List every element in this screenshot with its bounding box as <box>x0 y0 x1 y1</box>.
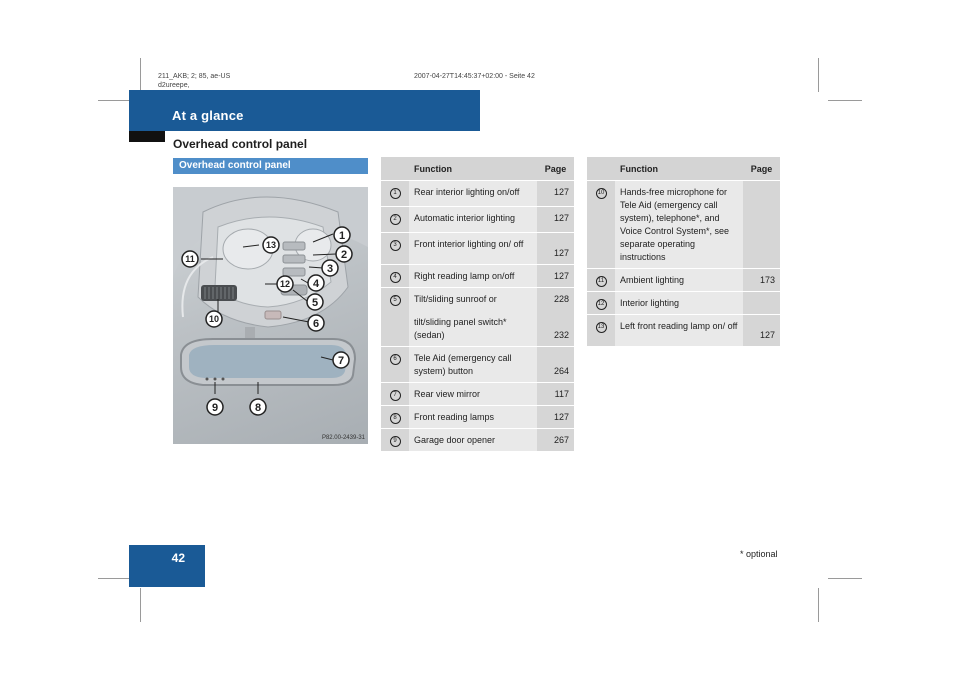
item-number: 2 <box>390 214 401 225</box>
callout-6 <box>308 315 324 331</box>
figure-title: Overhead control panel <box>179 160 291 171</box>
item-number: 7 <box>390 390 401 401</box>
table-header-function: Function <box>409 157 537 180</box>
table-row <box>381 181 574 206</box>
callout-11-label: 11 <box>185 254 195 264</box>
item-number: 4 <box>390 272 401 283</box>
page-cell <box>743 181 780 268</box>
table-header-page: Page <box>743 157 780 180</box>
callout-7 <box>333 352 349 368</box>
function-cell: Right reading lamp on/off <box>409 265 537 287</box>
crop-mark <box>818 58 819 92</box>
table-header-row <box>587 157 780 180</box>
item-number: 12 <box>596 299 607 310</box>
table-row <box>381 383 574 405</box>
crop-mark <box>828 100 862 101</box>
page-number: 42 <box>171 551 185 565</box>
crop-mark <box>818 588 819 622</box>
callout-1-label: 1 <box>338 230 346 242</box>
table-row <box>381 207 574 232</box>
page-cell <box>537 288 574 346</box>
function-table-left <box>381 157 574 451</box>
callout-1 <box>334 227 350 243</box>
header-corner-block <box>129 131 165 142</box>
page-cell: 127 <box>537 181 574 206</box>
section-title: At a glance <box>172 108 244 123</box>
print-meta-line: 211_AKB; 2; 85, ae-US <box>158 73 231 80</box>
callout-12 <box>277 276 293 292</box>
function-cell: Tele Aid (emergency call system) button <box>409 347 537 382</box>
page-cell: 127 <box>537 265 574 287</box>
table-header-row <box>381 157 574 180</box>
page-cell: 117 <box>537 383 574 405</box>
table-row <box>381 429 574 451</box>
page-cell: 173 <box>743 269 780 291</box>
item-number: 9 <box>390 436 401 447</box>
callout-13-label: 13 <box>265 240 277 250</box>
page-cell: 267 <box>537 429 574 451</box>
table-row <box>587 315 780 346</box>
function-cell: Ambient lighting <box>615 269 743 291</box>
callout-9 <box>207 399 223 415</box>
callout-2 <box>336 246 352 262</box>
section-header-band <box>129 90 480 131</box>
item-number: 1 <box>390 188 401 199</box>
callout-5-label: 5 <box>311 297 319 309</box>
table-header-function: Function <box>615 157 743 180</box>
table-header-page: Page <box>537 157 574 180</box>
print-meta-right: 2007-04-27T14:45:37+02:00 - Seite 42 <box>414 73 535 80</box>
function-cell <box>409 288 537 346</box>
callout-7-label: 7 <box>337 355 345 367</box>
callout-3 <box>322 260 338 276</box>
page-cell: 127 <box>537 406 574 428</box>
callout-8-label: 8 <box>254 402 262 414</box>
function-text: Tilt/sliding sunroof or <box>414 294 497 304</box>
table-row <box>381 265 574 287</box>
overhead-panel-illustration <box>173 187 368 444</box>
callout-8 <box>250 399 266 415</box>
table-header-num <box>587 157 615 180</box>
item-number: 5 <box>390 295 401 306</box>
item-number: 3 <box>390 240 401 251</box>
page-cell: 264 <box>537 347 574 382</box>
overhead-panel-figure <box>173 187 368 444</box>
callout-12-label: 12 <box>279 279 291 289</box>
callout-13 <box>263 237 279 253</box>
page-ref: 228 <box>553 294 569 304</box>
crop-mark <box>140 588 141 622</box>
figure-code: P82.00-2439-31 <box>321 435 365 441</box>
callout-10 <box>206 311 222 327</box>
function-cell: Rear view mirror <box>409 383 537 405</box>
page-cell: 127 <box>537 233 574 264</box>
page-cell <box>743 292 780 314</box>
table-row <box>381 288 574 346</box>
callout-2-label: 2 <box>340 249 348 261</box>
crop-mark <box>828 578 862 579</box>
function-text: tilt/sliding panel switch* (sedan) <box>414 317 507 340</box>
table-row <box>381 406 574 428</box>
print-meta-left <box>158 72 230 90</box>
item-number: 6 <box>390 354 401 365</box>
callout-3-label: 3 <box>326 263 334 275</box>
figure-title-bar <box>173 158 368 174</box>
function-cell: Rear interior lighting on/off <box>409 181 537 206</box>
print-meta-line: d2ureepe, <box>158 82 190 89</box>
table-header-num <box>381 157 409 180</box>
table-row <box>587 269 780 291</box>
item-number: 13 <box>596 322 607 333</box>
function-cell: Front reading lamps <box>409 406 537 428</box>
item-number: 10 <box>596 188 607 199</box>
function-cell: Automatic interior lighting <box>409 207 537 232</box>
function-cell: Interior lighting <box>615 292 743 314</box>
table-row <box>587 292 780 314</box>
callout-11 <box>182 251 198 267</box>
page-number-box <box>129 545 205 587</box>
page-heading: Overhead control panel <box>173 137 308 151</box>
function-cell: Left front reading lamp on/ off <box>615 315 743 346</box>
function-cell: Hands-free microphone for Tele Aid (emergency call system), telephone*, and Voice Control System*, see separate operating instructions <box>615 181 743 268</box>
callout-10-label: 10 <box>208 314 220 324</box>
table-row <box>381 347 574 382</box>
item-number: 8 <box>390 413 401 424</box>
callout-5 <box>307 294 323 310</box>
page-cell: 127 <box>743 315 780 346</box>
page-cell: 127 <box>537 207 574 232</box>
function-cell: Front interior lighting on/ off <box>409 233 537 264</box>
table-row <box>381 233 574 264</box>
callout-4 <box>308 275 324 291</box>
callout-6-label: 6 <box>312 318 320 330</box>
item-number: 11 <box>596 276 607 287</box>
function-table-right <box>587 157 780 346</box>
optional-footnote: * optional <box>740 549 778 559</box>
page-ref: 232 <box>553 330 569 340</box>
function-cell: Garage door opener <box>409 429 537 451</box>
crop-mark <box>140 58 141 92</box>
table-row <box>587 181 780 268</box>
callout-9-label: 9 <box>211 402 219 414</box>
callout-4-label: 4 <box>312 278 320 290</box>
